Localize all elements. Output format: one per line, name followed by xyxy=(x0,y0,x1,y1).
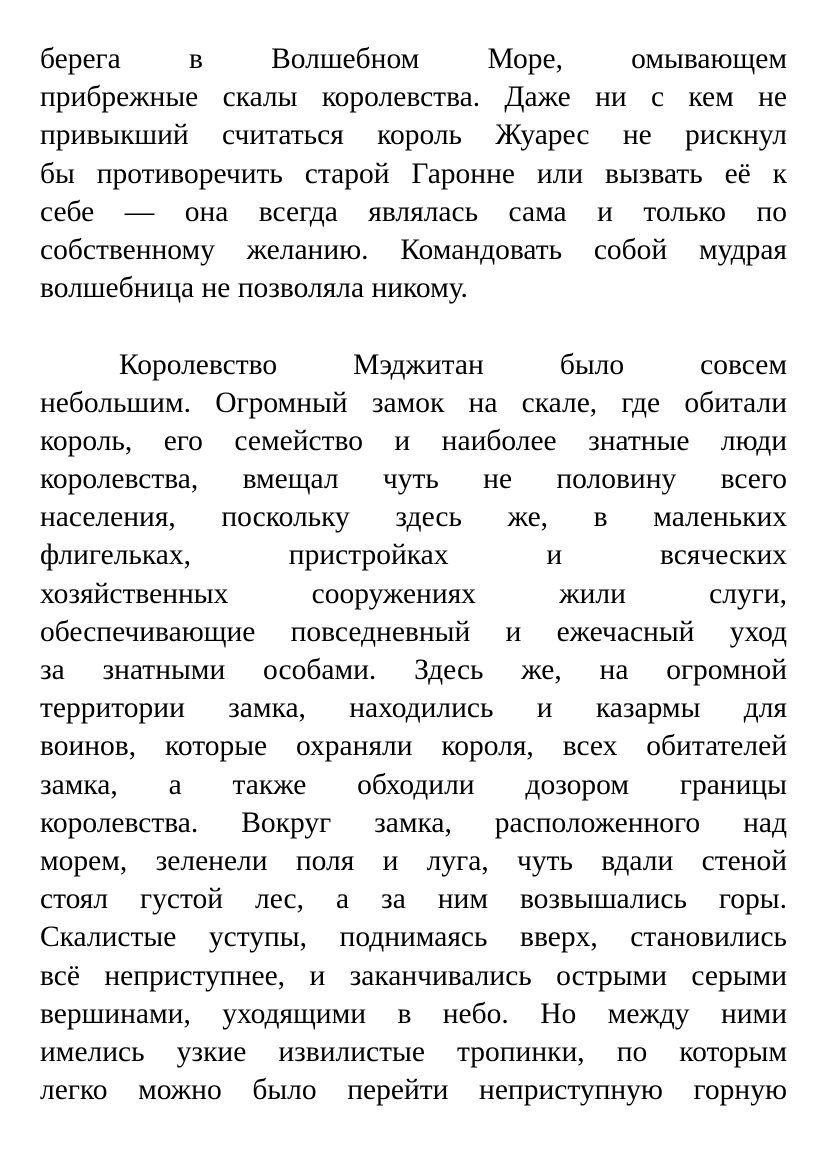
text-line: привыкший считаться король Жуарес не рискнул xyxy=(40,119,787,152)
text-line: прибрежные скалы королевства. Даже ни с кем не xyxy=(40,81,787,114)
text-line: легко можно было перейти неприступную горную xyxy=(40,1074,787,1107)
text-line: замка, а также обходили дозором границы xyxy=(40,768,787,801)
text-line: собственному желанию. Командовать собой мудрая xyxy=(40,233,787,266)
text-line: воинов, которые охраняли короля, всех обитателей xyxy=(40,730,787,763)
text-line: стоял густой лес, а за ним возвышались горы. xyxy=(40,883,787,916)
text-line: всё неприступнее, и заканчивались острыми серыми xyxy=(40,959,787,992)
paragraph-gap xyxy=(40,307,787,345)
text-line: обеспечивающие повседневный и ежечасный уход xyxy=(40,615,787,648)
text-line: за знатными особами. Здесь же, на огромной xyxy=(40,654,787,686)
text-line: волшебница не позволяла никому. xyxy=(40,272,468,305)
document-page xyxy=(40,40,787,1109)
text-line: Скалистые уступы, поднимаясь вверх, становились xyxy=(40,921,787,954)
text-line: территории замка, находились и казармы для xyxy=(40,692,787,725)
text-line: небольшим. Огромный замок на скале, где обитали xyxy=(40,386,787,419)
text-line: хозяйственных сооружениях жили слуги, xyxy=(40,577,787,610)
text-line: имелись узкие извилистые тропинки, по которым xyxy=(40,1035,787,1068)
text-line: населения, поскольку здесь же, в маленьких xyxy=(40,501,787,534)
text-line: королевства. Вокруг замка, расположенного над xyxy=(40,806,787,839)
text-line: Королевство Мэджитан было совсем xyxy=(119,348,787,381)
text-line: берега в Волшебном Море, омывающем xyxy=(40,43,787,75)
text-line: король, его семейство и наиболее знатные люди xyxy=(40,424,787,457)
text-line: бы противоречить старой Гаронне или вызвать её к xyxy=(40,157,787,190)
text-line: вершинами, уходящими в небо. Но между ними xyxy=(40,997,787,1030)
paragraph-1 xyxy=(40,40,787,307)
text-line: королевства, вмещал чуть не половину всего xyxy=(40,463,787,496)
text-line: морем, зеленели поля и луга, чуть вдали стеной xyxy=(40,844,787,877)
text-line: флигельках, пристройках и всяческих xyxy=(40,539,787,572)
text-line: себе — она всегда являлась сама и только по xyxy=(40,195,787,228)
paragraph-2 xyxy=(40,346,787,1110)
